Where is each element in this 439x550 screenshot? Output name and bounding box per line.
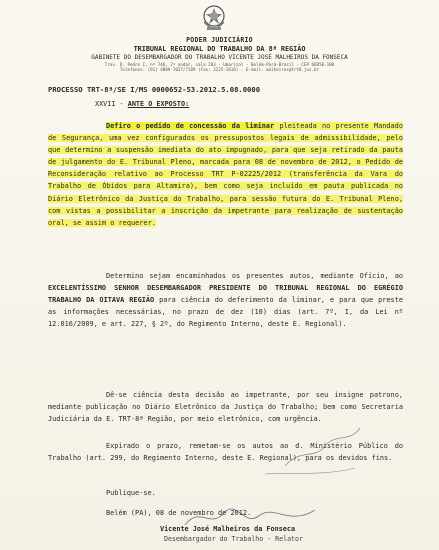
process-number: PROCESSO TRT-8ª/SE I/MS 0000652-53.2012.5.08.0000: [48, 85, 261, 94]
forwarding-text-c: para ciência do deferimento da liminar, e para que preste as informações necessárias, no prazo de dez (10) dias (art. 7º, I, da Lei nº 12.016/2009, e art. 227, § 2º, do Regimento Interno, deste E. Regional).: [48, 296, 403, 329]
decision-highlight-text: pleiteada no presente Mandado de Segurança, uma vez configurados os pressupostos legais de admissibilidade, pelo que determino a suspensão imediata do ato impugnado, para que seja retirado da pauta de julgamento do E. Tribunal Pleno, marcada para 08 de novembro de 2012, o Pedido de Reconsideração relativo ao Processo TRT P-02225/2012 (transferência da Vara do Trabalho de Óbidos para Altamira), bem como seja incluído em pauta publicada no Diário Eletrônico da Justiça do Trabalho, para sessão futura do E. Tribunal Pleno, com vistas a possibilitar a inscrição da impetrante para realização de sustentação oral, se assim o requerer.: [48, 122, 403, 227]
section-heading: [95, 100, 189, 108]
signature-name: Vicente José Malheiros da Fonseca: [160, 525, 296, 533]
paragraph-deadline: Expirado o prazo, remetam-se os autos ao d. Ministério Público do Trabalho (art. 299, do Regimento Interno, deste E. Regional), para os devidos fins.: [48, 442, 403, 463]
paragraph-notice: Dê-se ciência desta decisão ao impetrante, por seu insigne patrono, mediante publicação no Diário Eletrônico da Justiça do Trabalho; bem como Secretaria Judiciária da E. TRT-8ª Região, por meio eletrônico, com urgência.: [48, 391, 403, 424]
forwarding-recipient: EXCELENTÍSSIMO SENHOR DESEMBARGADOR PRESIDENTE DO TRIBUNAL REGIONAL DO EGRÉGIO TRABALHO DA OITAVA REGIÃO: [48, 284, 403, 305]
forwarding-text-a: Determino sejam encaminhados os presentes autos, mediante Ofício, ao: [106, 272, 403, 280]
section-number: XXVII -: [95, 100, 128, 108]
date-line: Belém (PA), 08 de novembro de 2012.: [106, 509, 252, 517]
header-address: Trav. D. Pedro I, nº 746, 2º andar, sala 203 - Umarizal - Belém-Pará-Brasil - CEP 66050-100: [104, 62, 335, 67]
header-court-name: TRIBUNAL REGIONAL DO TRABALHO DA 8ª REGIÃO: [133, 45, 306, 53]
header-line-1: PODER JUDICIÁRIO: [186, 36, 253, 44]
paragraph-forwarding: [48, 270, 403, 330]
signature-role: Desembargador do Trabalho - Relator: [164, 535, 303, 543]
paragraph-decision: [48, 120, 403, 229]
coat-of-arms-icon: [201, 4, 227, 32]
header-office: GABINETE DO DESEMBARGADOR DO TRABALHO VICENTE JOSÉ MALHEIROS DA FONSECA: [91, 54, 348, 61]
publish-line: Publique-se.: [106, 489, 156, 497]
decision-highlight-bold: Defiro o pedido de concessão da liminar: [106, 122, 275, 130]
section-title: ANTE O EXPOSTO:: [127, 100, 190, 108]
header-contact: Telefones: (91) 4009-7027/7189 (Fax: 3225-1616) - E-mail: malheiros@trt8.jus.br: [119, 67, 320, 72]
